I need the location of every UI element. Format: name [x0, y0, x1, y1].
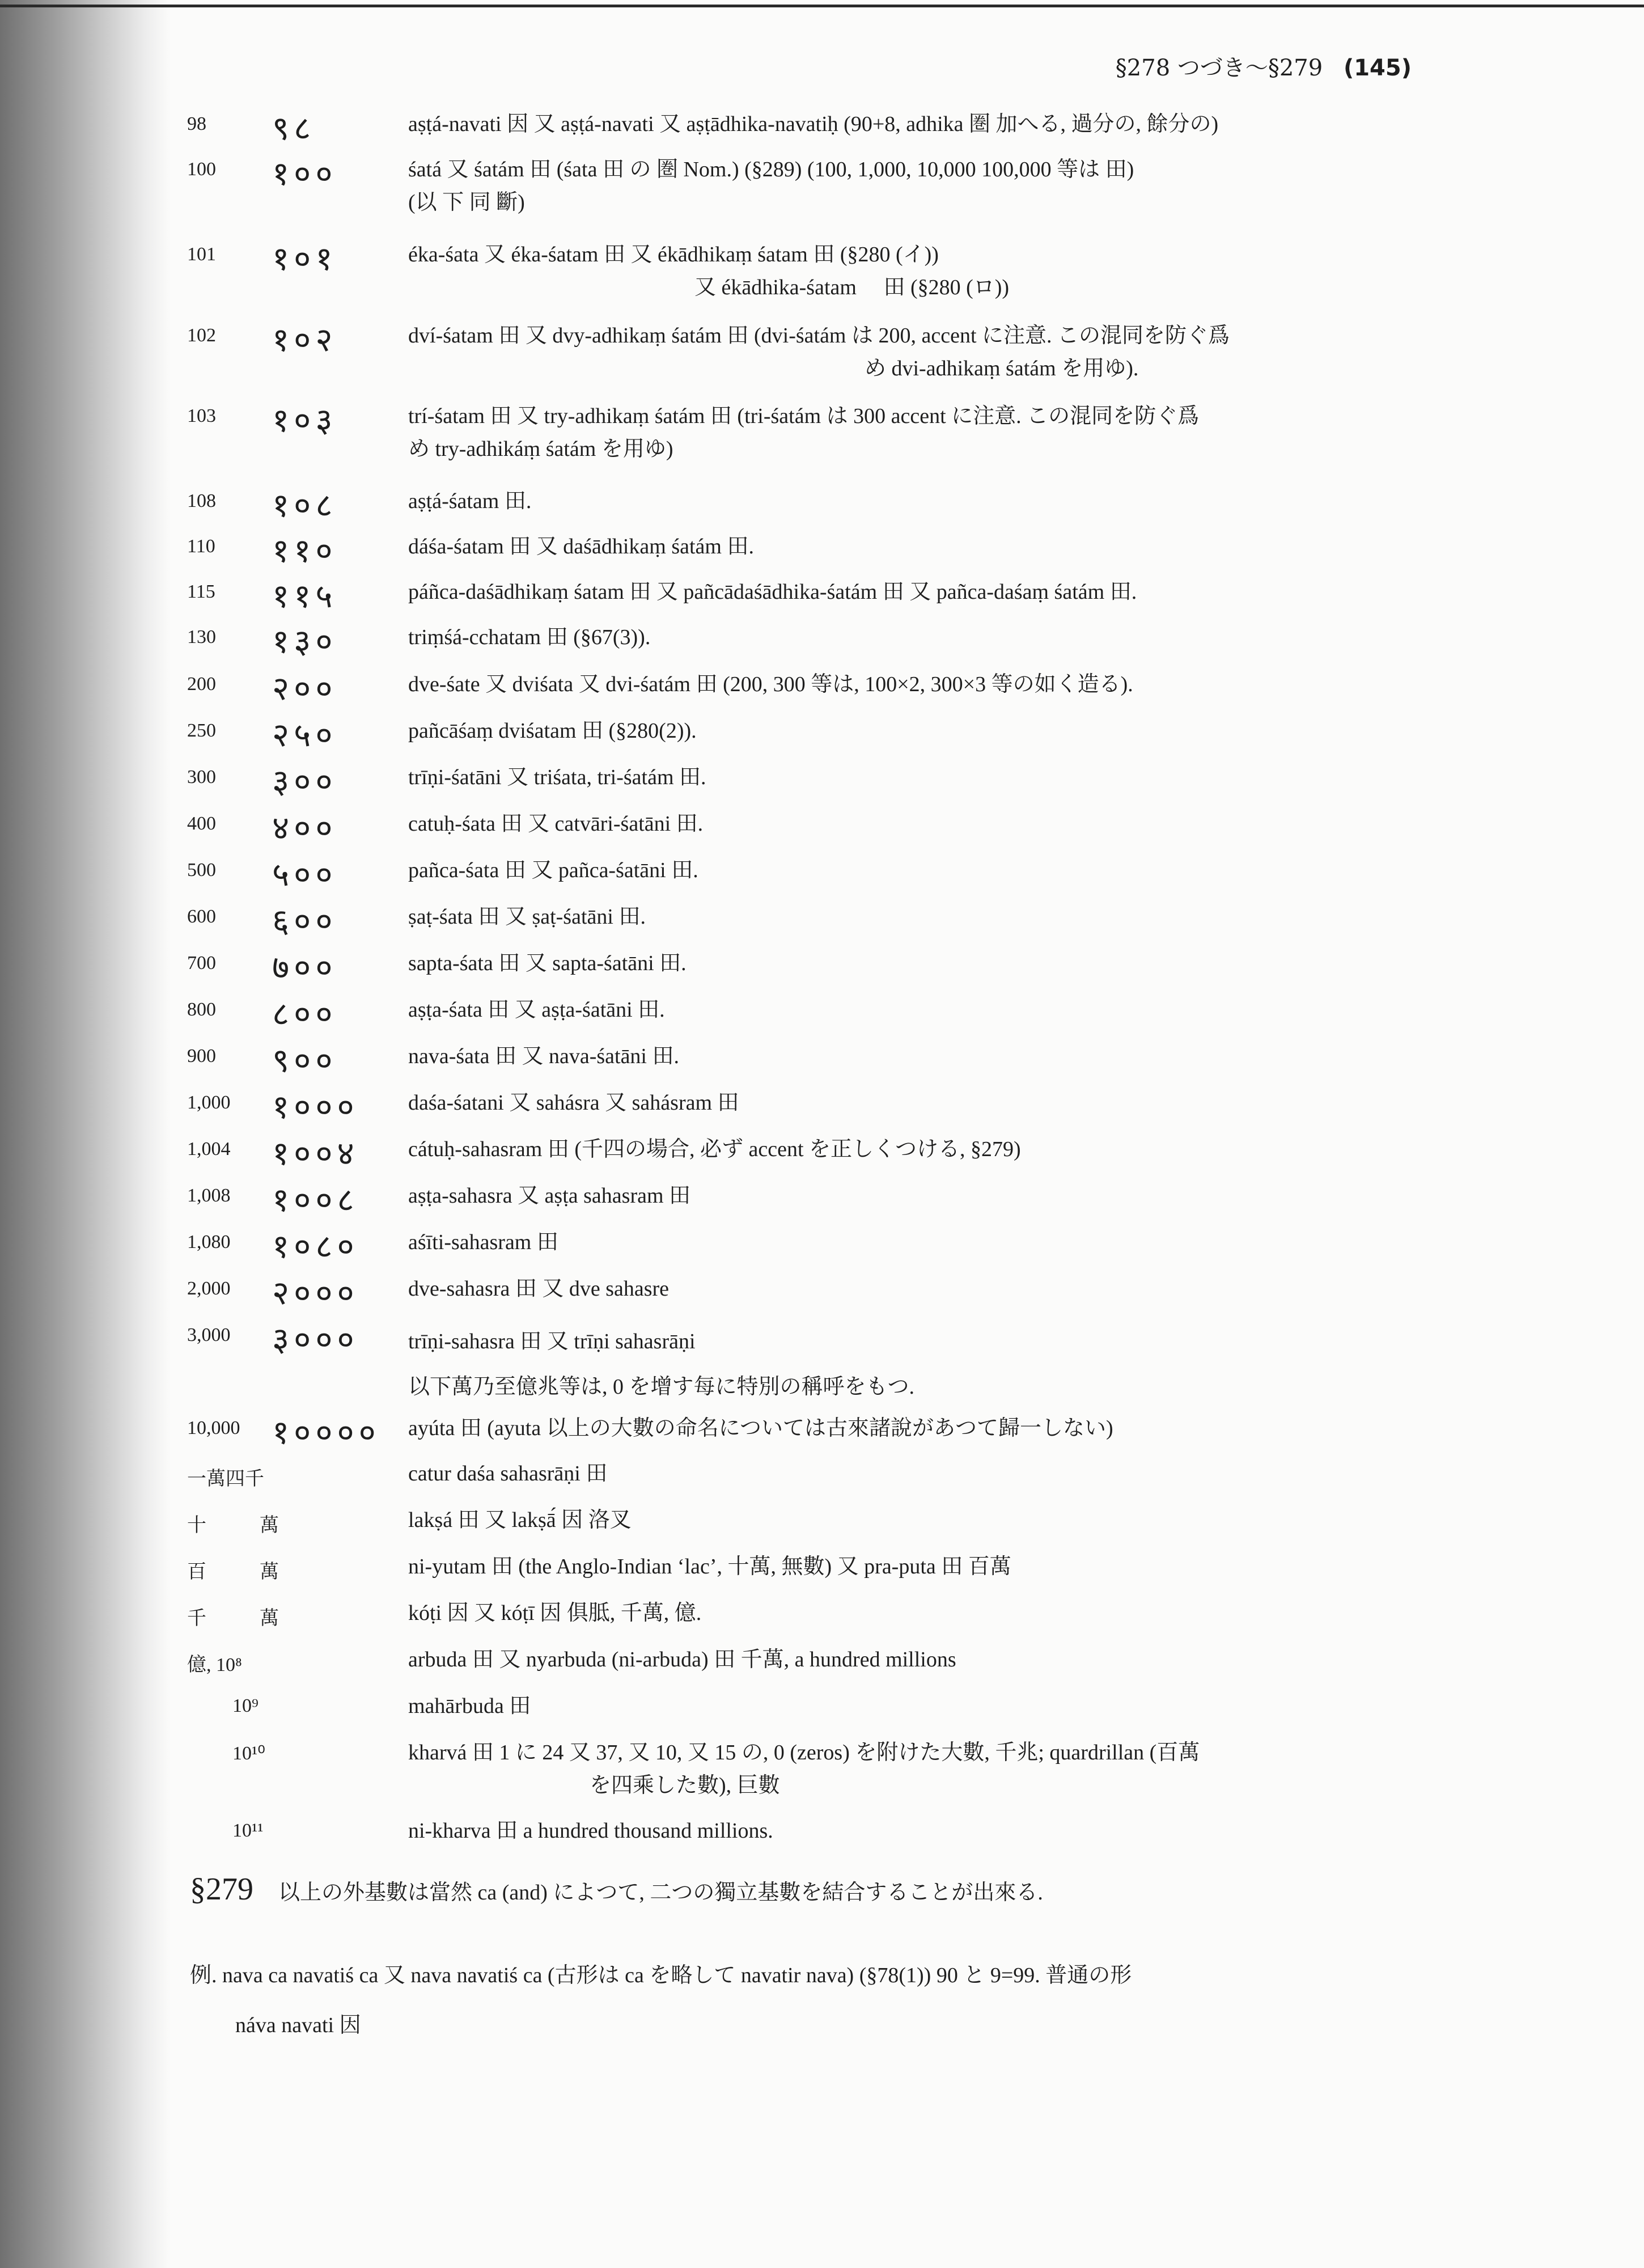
entry-text: dve-śate 又 dviśata 又 dvi-śatám 田 (200, 300 等は, 100×2, 300×3 等の如く造る).: [408, 672, 1133, 696]
devanagari-numeral: १००४: [272, 1135, 359, 1172]
devanagari-numeral: ३०००: [272, 1321, 359, 1358]
devanagari-numeral: ६००: [272, 903, 337, 940]
entry-number: 十 萬: [187, 1515, 296, 1536]
devanagari-numeral: १००: [272, 155, 337, 192]
devanagari-numeral: १०००: [272, 1089, 359, 1125]
entry-text: cátuḥ-sahasram 田 (千四の場合, 必ず accent を正しくつける, §279): [408, 1137, 1021, 1161]
entry-number: 10⁹: [232, 1695, 259, 1716]
entry-text: aṣṭa-sahasra 又 aṣṭa sahasram 田: [408, 1184, 691, 1208]
devanagari-numeral: ११०: [272, 532, 337, 569]
devanagari-numeral: ८००: [272, 996, 337, 1033]
devanagari-numeral: १०३: [272, 402, 337, 439]
entry-number: 700: [187, 953, 216, 974]
entry-number: 3,000: [187, 1325, 231, 1345]
entry-number: 1,008: [187, 1185, 231, 1206]
section-mark: §279: [190, 1872, 253, 1907]
entry-number: 100: [187, 159, 216, 180]
entry-text: dáśa-śatam 田 又 daśādhikaṃ śatám 田.: [408, 535, 754, 558]
entry-text: śatá 又 śatám 田 (śata 田 の 圏 Nom.) (§289) (100, 1,000, 10,000 100,000 等は 田) (以 下 同 斷): [408, 158, 1134, 214]
entry-text: éka-śata 又 éka-śatam 田 又 ékādhikaṃ śatam 田 (§280 (イ)) 又 ékādhika-śatam 田 (§280 (ロ)): [408, 243, 1010, 299]
entry-number: 400: [187, 813, 216, 834]
entry-text: sapta-śata 田 又 sapta-śatāni 田.: [408, 951, 687, 975]
devanagari-numeral: १०८०: [272, 1228, 359, 1265]
entry-number: 百 萬: [187, 1562, 296, 1582]
entry-text: aśīti-sahasram 田: [408, 1230, 558, 1254]
entry-text: dví-śatam 田 又 dvy-adhikaṃ śatám 田 (dvi-śatám は 200, accent に注意. この混同を防ぐ爲 め dvi-adhikaṃ śatám を用ゆ).: [408, 324, 1230, 380]
devanagari-numeral: १०२: [272, 321, 337, 358]
devanagari-numeral: १०८: [272, 487, 337, 524]
entry-text: trīṇi-śatāni 又 triśata, tri-śatám 田.: [408, 765, 706, 789]
entry-text: daśa-śatani 又 sahásra 又 sahásram 田: [408, 1091, 739, 1115]
devanagari-numeral: ९००: [272, 1042, 337, 1079]
devanagari-numeral: ४००: [272, 810, 337, 847]
entry-number: 900: [187, 1046, 216, 1067]
entry-number: 千 萬: [187, 1608, 296, 1629]
entry-number: 250: [187, 720, 216, 741]
top-rule: [0, 5, 1644, 7]
example-line-2: náva navati 因: [235, 2013, 361, 2037]
devanagari-numeral: ११५: [272, 578, 337, 615]
devanagari-numeral: १०१: [272, 240, 337, 277]
entry-text: pañca-śata 田 又 pañca-śatāni 田.: [408, 858, 698, 882]
section-body: 以上の外基數は當然 ca (and) によつて, 二つの獨立基數を結合することが出來る.: [278, 1881, 1043, 1905]
entry-number: 108: [187, 490, 216, 511]
entry-text: catur daśa sahasrāṇi 田: [408, 1462, 608, 1486]
entry-number: 110: [187, 536, 215, 557]
entry-number: 1,080: [187, 1232, 231, 1253]
entry-number: 億, 10⁸: [187, 1655, 242, 1675]
page-gutter-shadow: [0, 0, 170, 2268]
entry-text: lakṣá 田 又 lakṣā́ 因 洛叉: [408, 1508, 632, 1532]
entry-number: 115: [187, 581, 215, 602]
entry-text: dve-sahasra 田 又 dve sahasre: [408, 1277, 670, 1301]
entry-number: 200: [187, 674, 216, 695]
running-header: [1116, 50, 1412, 82]
entry-number: 600: [187, 906, 216, 927]
entry-text: arbuda 田 又 nyarbuda (ni-arbuda) 田 千萬, a hundred millions: [408, 1648, 956, 1672]
page-number: (145): [1343, 55, 1412, 81]
entry-text: kharvá 田 1 に 24 又 37, 又 10, 又 15 の, 0 (zeros) を附けた大數, 千兆; quardrillan (百萬 を四乘した數), 巨數: [408, 1741, 1200, 1797]
devanagari-numeral: ९८: [272, 110, 316, 147]
devanagari-numeral: ७००: [272, 949, 337, 986]
devanagari-numeral: १००००: [272, 1414, 380, 1451]
devanagari-numeral: २०००: [272, 1275, 359, 1311]
entry-text: kóṭi 因 又 kóṭī 因 俱胝, 千萬, 億.: [408, 1601, 702, 1625]
devanagari-numeral: २००: [272, 670, 337, 707]
entry-number: 800: [187, 999, 216, 1020]
entry-number: 1,004: [187, 1139, 231, 1160]
entry-number: 102: [187, 325, 216, 346]
entry-number: 130: [187, 627, 216, 648]
entry-text: catuḥ-śata 田 又 catvāri-śatāni 田.: [408, 812, 704, 836]
entry-number: 10¹¹: [232, 1820, 264, 1841]
entry-text: ni-kharva 田 a hundred thousand millions.: [408, 1819, 773, 1843]
entry-text: ṣaṭ-śata 田 又 ṣaṭ-śatāni 田.: [408, 905, 646, 929]
entry-text: trīṇi-sahasra 田 又 trīṇi sahasrāṇi 以下萬乃至億兆等は, 0 を增す每に特別の稱呼をもつ.: [408, 1330, 915, 1399]
devanagari-numeral: १००८: [272, 1182, 359, 1218]
entry-text: triṃśá-cchatam 田 (§67(3)).: [408, 625, 651, 649]
entry-number: 一萬四千: [187, 1469, 264, 1490]
entry-number: 10,000: [187, 1417, 240, 1438]
entry-number: 10¹⁰: [232, 1743, 265, 1764]
devanagari-numeral: ५००: [272, 856, 337, 893]
entry-number: 300: [187, 767, 216, 788]
devanagari-numeral: ३००: [272, 763, 337, 800]
entry-text: trí-śatam 田 又 try-adhikaṃ śatám 田 (tri-śatám は 300 accent に注意. この混同を防ぐ爲 め try-adhikáṃ śatám を用ゆ): [408, 404, 1200, 461]
entry-text: ayúta 田 (ayuta 以上の大數の命名については古來諸說があつて歸一しない): [408, 1416, 1113, 1440]
entry-text: pañcāśaṃ dviśatam 田 (§280(2)).: [408, 719, 697, 743]
entry-number: 1,000: [187, 1092, 231, 1113]
example-line-1: 例. nava ca navatiś ca 又 nava navatiś ca (古形は ca を略して navatir nava) (§78(1)) 90 と 9=99. 普通の形: [190, 1964, 1132, 1987]
entry-number: 103: [187, 405, 216, 426]
entry-text: aṣṭa-śata 田 又 aṣṭa-śatāni 田.: [408, 998, 665, 1022]
entry-text: aṣṭá-navati 因 又 aṣṭá-navati 又 aṣṭādhika-navatiḥ (90+8, adhika 圏 加へる, 過分の, 餘分の): [408, 112, 1219, 136]
devanagari-numeral: १३०: [272, 623, 337, 660]
section-279: [190, 1871, 1426, 1907]
entry-number: 2,000: [187, 1278, 231, 1299]
entry-number: 98: [187, 113, 206, 134]
entry-text: páñca-daśādhikaṃ śatam 田 又 pañcādaśādhika-śatám 田 又 pañca-daśaṃ śatám 田.: [408, 580, 1137, 604]
header-section: §278 つづき～§279: [1115, 55, 1323, 81]
entry-text: ni-yutam 田 (the Anglo-Indian ‘lac’, 十萬, 無數) 又 pra-puta 田 百萬: [408, 1555, 1011, 1579]
example-block: [190, 1950, 1426, 2050]
entry-number: 101: [187, 244, 216, 265]
entry-number: 500: [187, 860, 216, 881]
entry-text: nava-śata 田 又 nava-śatāni 田.: [408, 1044, 679, 1068]
devanagari-numeral: २५०: [272, 717, 337, 754]
entry-text: mahārbuda 田: [408, 1694, 531, 1718]
entry-text: aṣṭá-śatam 田.: [408, 489, 532, 513]
